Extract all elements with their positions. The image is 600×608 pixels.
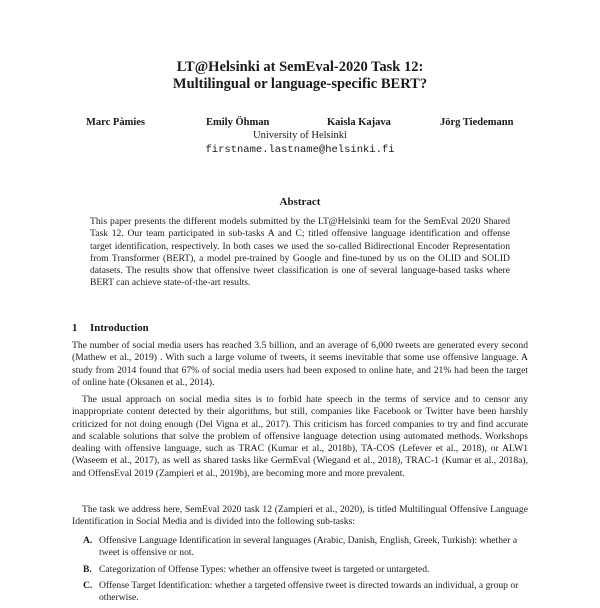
author-4: Jörg Tiedemann — [440, 117, 514, 128]
section-title: Introduction — [90, 322, 149, 334]
subtask-text: Categorization of Offense Types: whether an offensive tweet is targeted or untargeted. — [99, 563, 430, 575]
subtask-text: Offense Target Identification: whether a targeted offensive tweet is directed towards an individual, a group or otherwise. — [99, 579, 519, 604]
subtask-item — [72, 535, 528, 560]
abstract-heading: Abstract — [279, 196, 321, 208]
subtask-list — [72, 535, 528, 608]
affiliation: University of Helsinki — [253, 130, 347, 141]
subtask-text: Offensive Language Identification in several languages (Arabic, Danish, English, Greek, Turkish): whether a tweet is offensive or not. — [99, 535, 518, 559]
intro-paragraph-3: The task we address here, SemEval 2020 task 12 (Zampieri et al., 2020), is titled Multilingual Offensive Language Identification in Social Media and is divided into the following sub-tasks: — [72, 504, 528, 528]
intro-paragraph-1: The number of social media users has reached 3.5 billion, and an average of 6,000 tweets are generated every second (Mathew et al., 2019) . With such a large volume of tweets, it seems inevitable that some use offensive language. A study from 2014 found that 67% of social media users had been exposed to online hate, and 21% had been the target of online hate (Oksanen et al., 2014). — [72, 340, 528, 388]
subtask-item — [72, 564, 528, 576]
section-heading — [72, 322, 149, 334]
author-email: firstname.lastname@helsinki.fi — [205, 144, 395, 156]
author-1: Marc Pàmies — [86, 117, 145, 128]
subtask-marker: B. — [83, 563, 92, 575]
subtask-marker: C. — [83, 579, 93, 591]
subtask-item — [72, 580, 528, 605]
subtask-marker: A. — [83, 535, 93, 546]
author-2: Emily Öhman — [206, 117, 270, 128]
intro-paragraph-2: The usual approach on social media sites is to forbid hate speech in the terms of service and to censor any inappropriate content detected by their algorithms, but still, companies like Facebook or Twitter have been harshly criticized for not doing enough (Del Vigna et al., 2017). This criticism has forced companies to try and find accurate and scalable solutions that solve the problem of offensive language detection using automated methods. Workshops dealing with offensive language, such as TRAC (Kumar et al., 2018b), TA-COS (Lefever et al., 2018), or ALW1 (Waseem et al., 2017), as well as shared tasks like GermEval (Wiegand et al., 2018), TRAC-1 (Kumar et al., 2018a), and OffensEval 2019 (Zampieri et al., 2019b), are becoming more and more prevalent. — [72, 394, 528, 479]
author-3: Kaisla Kajava — [327, 117, 391, 128]
abstract-text: This paper presents the different models submitted by the LT@Helsinki team for the SemEval 2020 Shared Task 12. Our team participated in sub-tasks A and C; titled offensive language identification and offense target identification, respectively. In both cases we used the so-called Bidirectional Encoder Representation from Transformer (BERT), a model pre-trained by Google and fine-tuned by us on the OLID and SOLID datasets. The results show that offensive tweet classification is one of several language-based tasks where BERT can achieve state-of-the-art results. — [90, 216, 510, 289]
paper-title-line-2: Multilingual or language-specific BERT? — [172, 76, 428, 92]
section-number: 1 — [72, 322, 78, 334]
paper-title-line-1: LT@Helsinki at SemEval-2020 Task 12: — [176, 59, 424, 75]
